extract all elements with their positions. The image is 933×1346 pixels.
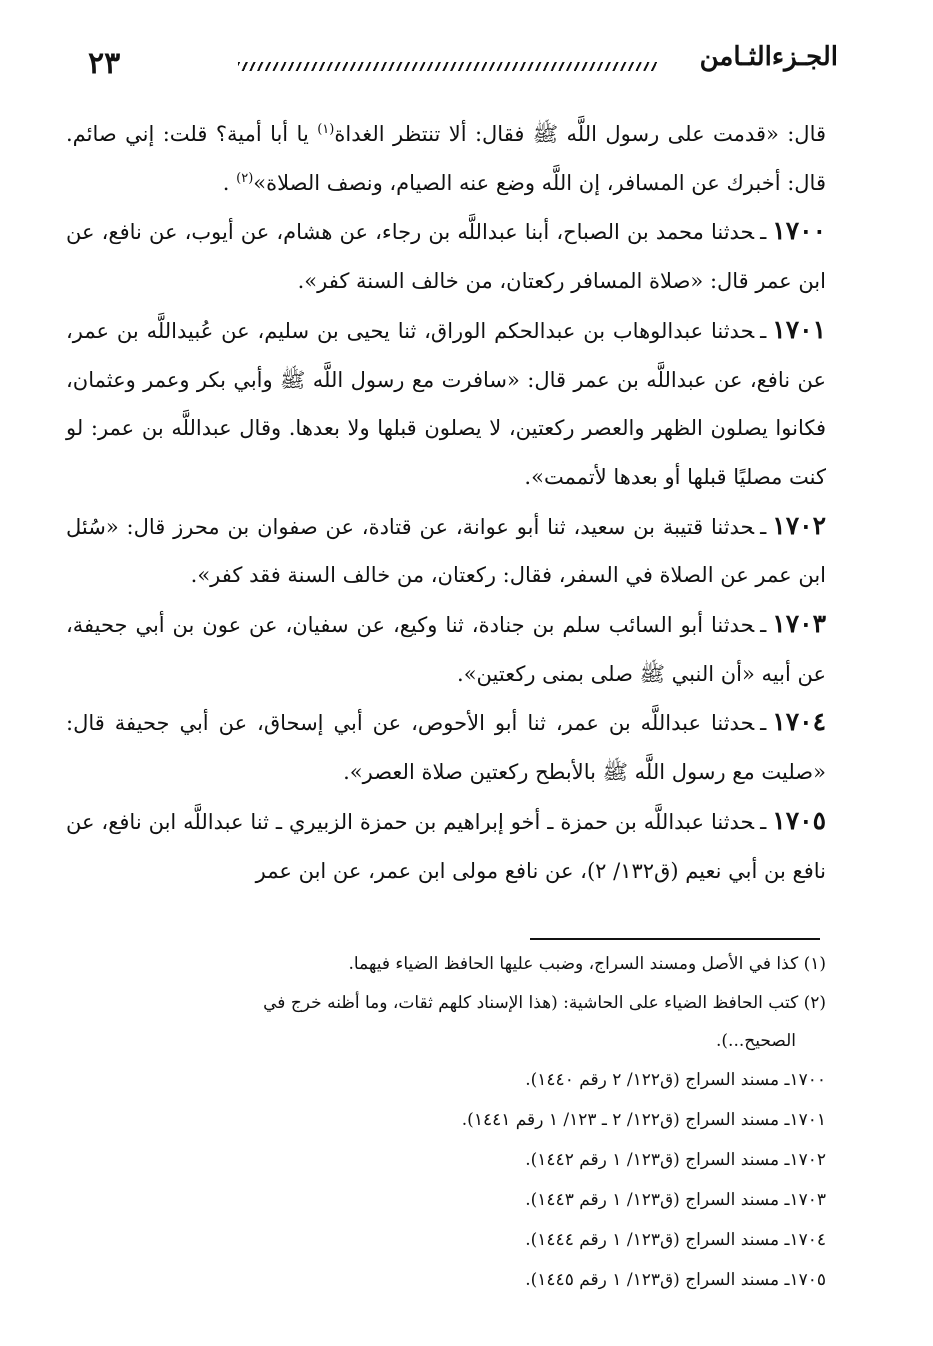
hadith-paragraph — [66, 600, 826, 698]
hadith-text: حدثنا عبداللَّه بن عمر، ثنا أبو الأحوص، عن أبي إسحاق، عن أبي جحيفة قال: «صليت مع رسول اللَّه ﷺ بالأبطح ركعتين صلاة العصر». — [66, 711, 826, 785]
hadith-number: ١٧٠٤ — [772, 707, 826, 737]
hadith-number: ١٧٠١ — [772, 314, 826, 344]
hadith-paragraph — [66, 502, 826, 600]
header-hatched-rule — [238, 62, 658, 71]
dash-separator: ـ — [760, 514, 767, 539]
main-text — [66, 110, 826, 895]
footnote-ref: (٢) — [236, 170, 254, 186]
page-number: ٢٣ — [88, 46, 121, 81]
dash-separator: ـ — [760, 613, 767, 638]
hadith-text: حدثنا عبدالوهاب بن عبدالحكم الوراق، ثنا يحيى بن سليم، عن عُبيداللَّه بن عمر، عن نافع، عن عبداللَّه بن عمر قال: «سافرت مع رسول اللَّه ﷺ وأبي بكر وعمر وعثمان، فكانوا يصلون الظهر والعصر ركعتين، لا يصلون قبلها ولا بعدها. وقال عبداللَّه بن عمر: لو كنت مصليًا قبلها أو بعدها لأتممت». — [66, 318, 826, 489]
dash-separator: ـ — [760, 809, 767, 834]
footnote-ref: (١) — [317, 122, 335, 137]
source-note: ١٧٠١ـ مسند السراج (ق١٢٢/ ٢ ـ ١٢٣/ ١ رقم ١٤٤١). — [461, 1110, 826, 1130]
hadith-number: ١٧٠٥ — [772, 805, 826, 835]
footnote-continuation: الصحيح...). — [716, 1031, 796, 1051]
hadith-text: حدثنا قتيبة بن سعيد، ثنا أبو عوانة، عن قتادة، عن صفوان بن محرز قال: «سُئل ابن عمر عن الصلاة في السفر، فقال: ركعتان، من خالف السنة فقد كفر». — [66, 514, 826, 588]
paragraph-text: . — [222, 170, 237, 195]
running-title: الجـزءالثـامن — [699, 42, 838, 72]
hadith-paragraph — [66, 306, 826, 502]
hadith-text: حدثنا أبو السائب سلم بن جنادة، ثنا وكيع، عن سفيان، عن عون بن أبي جحيفة، عن أبيه «أن النبي ﷺ صلى بمنى ركعتين». — [66, 613, 826, 686]
source-note: ١٧٠٥ـ مسند السراج (ق١٢٣/ ١ رقم ١٤٤٥). — [525, 1270, 826, 1290]
page-header — [78, 42, 838, 82]
source-note: ١٧٠٠ـ مسند السراج (ق١٢٢/ ٢ رقم ١٤٤٠). — [525, 1070, 826, 1090]
paragraph-continuation — [66, 110, 826, 207]
hadith-text: حدثنا عبداللَّه بن حمزة ـ أخو إبراهيم بن حمزة الزبيري ـ ثنا عبداللَّه ابن نافع، عن نافع بن أبي نعيم (ق١٣٢/ ٢)، عن نافع مولى ابن عمر، عن ابن عمر — [66, 809, 826, 883]
hadith-number: ١٧٠٠ — [772, 216, 826, 246]
source-note: ١٧٠٢ـ مسند السراج (ق١٢٣/ ١ رقم ١٤٤٢). — [525, 1150, 826, 1170]
dash-separator: ـ — [760, 220, 767, 245]
hadith-text: حدثنا محمد بن الصباح، أبنا عبداللَّه بن رجاء، عن هشام، عن أيوب، عن نافع، عن ابن عمر قال: «صلاة المسافر ركعتان، من خالف السنة كفر». — [66, 220, 826, 294]
dash-separator: ـ — [760, 318, 767, 343]
source-note: ١٧٠٣ـ مسند السراج (ق١٢٣/ ١ رقم ١٤٤٣). — [525, 1190, 826, 1210]
footnote-divider — [530, 938, 820, 940]
hadith-number: ١٧٠٣ — [772, 609, 826, 639]
footnote: (١) كذا في الأصل ومسند السراج، وضبب عليها الحافظ الضياء فيهما. — [348, 954, 826, 974]
hadith-paragraph — [66, 207, 826, 305]
paragraph-text: يا أبا أمية؟ قلت: إني صائم. قال: أخبرك عن المسافر، إن اللَّه وضع عنه الصيام، ونصف الصلاة» — [66, 122, 826, 195]
footnote — [66, 984, 826, 1060]
footnote-text: (٢) كتب الحافظ الضياء على الحاشية: (هذا الإسناد كلهم ثقات، وما أظنه خرج في — [263, 993, 826, 1013]
hadith-paragraph — [66, 698, 826, 796]
footnotes — [66, 944, 826, 1300]
hadith-paragraph — [66, 797, 826, 895]
dash-separator: ـ — [760, 711, 767, 736]
source-note: ١٧٠٤ـ مسند السراج (ق١٢٣/ ١ رقم ١٤٤٤). — [525, 1230, 826, 1250]
paragraph-text: قال: «قدمت على رسول اللَّه ﷺ فقال: ألا تنتظر الغداة — [334, 122, 827, 146]
hadith-number: ١٧٠٢ — [772, 510, 826, 540]
